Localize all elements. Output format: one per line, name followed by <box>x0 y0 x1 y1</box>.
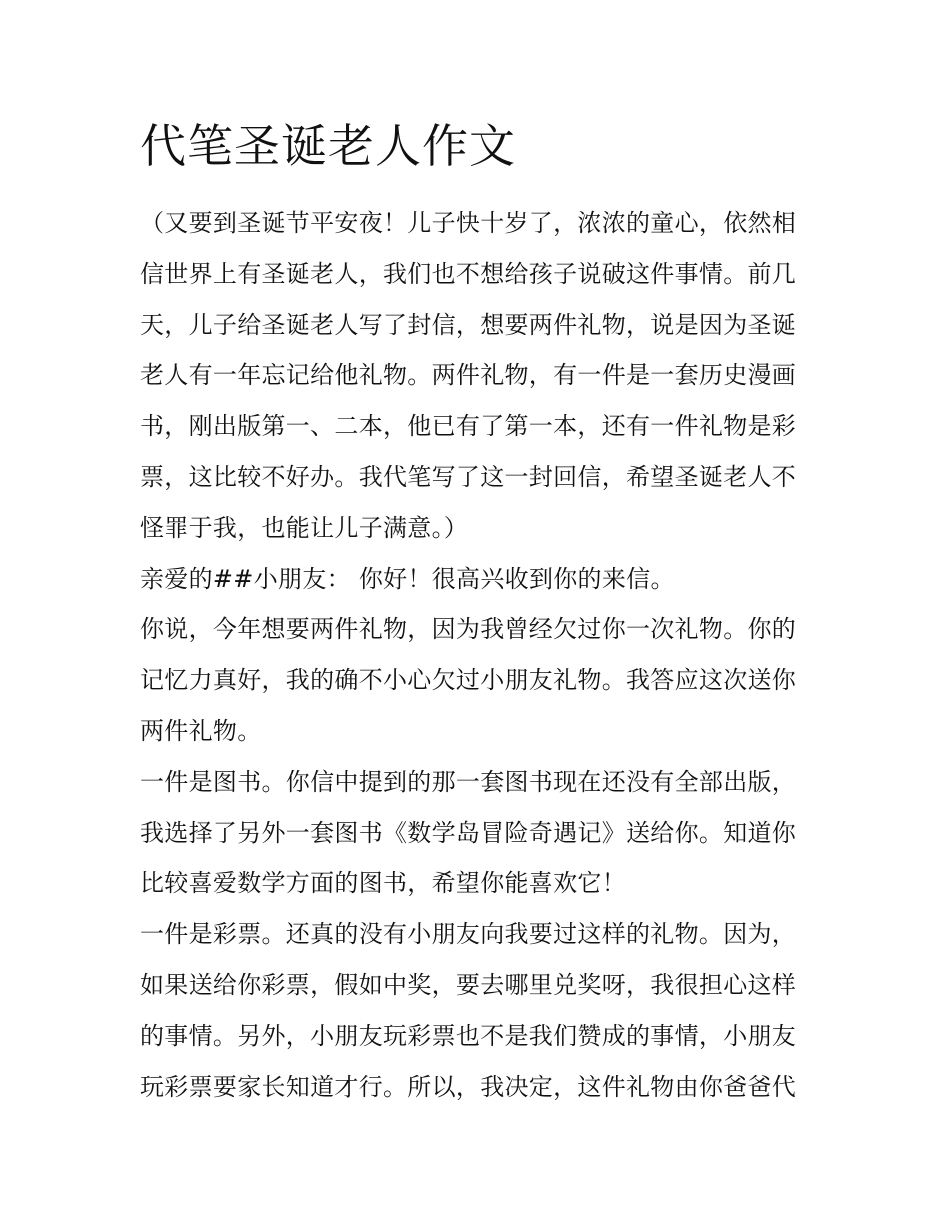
text-line: 的事情。另外，小朋友玩彩票也不是我们赞成的事情，小朋友 <box>140 1021 797 1050</box>
text-line: 书，刚出版第一、二本，他已有了第一本，还有一件礼物是彩 <box>140 412 797 441</box>
text-line: 票，这比较不好办。我代笔写了这一封回信，希望圣诞老人不 <box>140 462 797 491</box>
document-body <box>140 198 812 1112</box>
greeting-line: 亲爱的##小朋友： 你好！很高兴收到你的来信。 <box>140 564 675 593</box>
text-line: 比较喜爱数学方面的图书，希望你能喜欢它！ <box>140 869 626 898</box>
text-line: 我选择了另外一套图书《数学岛冒险奇遇记》送给你。知道你 <box>140 818 797 847</box>
text-line: 玩彩票要家长知道才行。所以，我决定，这件礼物由你爸爸代 <box>140 1072 797 1101</box>
text-line: 一件是图书。你信中提到的那一套图书现在还没有全部出版， <box>140 767 797 796</box>
text-line: 信世界上有圣诞老人，我们也不想给孩子说破这件事情。前几 <box>140 259 797 288</box>
text-line: 天，儿子给圣诞老人写了封信，想要两件礼物，说是因为圣诞 <box>140 310 797 339</box>
text-line: 如果送给你彩票，假如中奖，要去哪里兑奖呀，我很担心这样 <box>140 970 797 999</box>
text-line: 两件礼物。 <box>140 716 262 745</box>
document-title: 代笔圣诞老人作文 <box>140 119 516 173</box>
text-line: 老人有一年忘记给他礼物。两件礼物，有一件是一套历史漫画 <box>140 361 797 390</box>
text-line: 一件是彩票。还真的没有小朋友向我要过这样的礼物。因为， <box>140 920 797 949</box>
text-line: 你说，今年想要两件礼物，因为我曾经欠过你一次礼物。你的 <box>140 615 797 644</box>
text-line: 怪罪于我，也能让儿子满意。） <box>140 513 469 542</box>
text-line: （又要到圣诞节平安夜！儿子快十岁了，浓浓的童心，依然相 <box>140 209 797 237</box>
text-line: 记忆力真好，我的确不小心欠过小朋友礼物。我答应这次送你 <box>140 666 797 695</box>
